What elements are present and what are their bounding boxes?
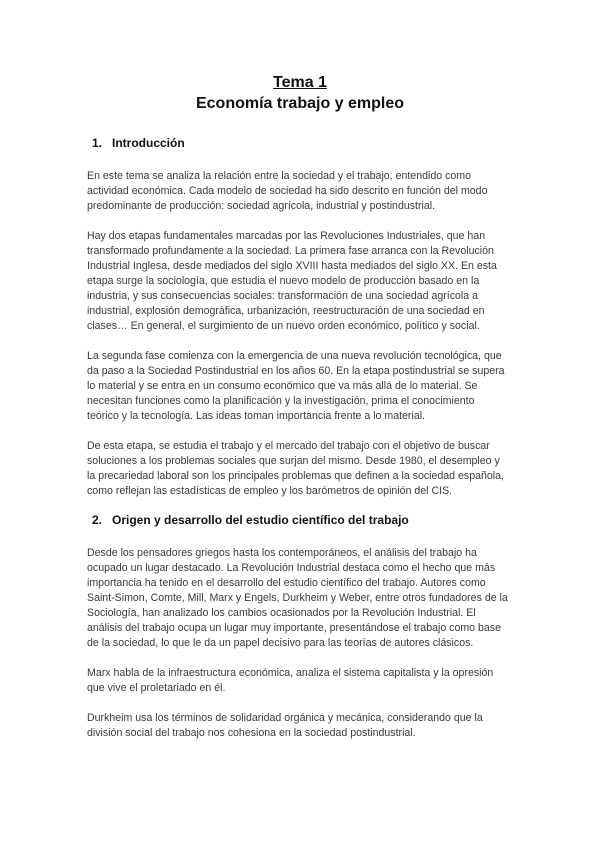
- paragraph-line: En este tema se analiza la relación entre la sociedad y el trabajo, entendido como: [87, 170, 471, 182]
- paragraph-line: De esta etapa, se estudia el trabajo y el mercado del trabajo con el objetivo de buscar: [87, 440, 490, 452]
- paragraph-line: Durkheim usa los términos de solidaridad orgánica y mecánica, considerando que la: [87, 712, 483, 724]
- paragraph-line: necesitan funciones como la planificación y la investigación, prima el conocimiento: [87, 395, 475, 407]
- paragraph: [87, 666, 527, 696]
- paragraph: [87, 439, 527, 499]
- paragraph-line: predominante de producción: sociedad agrícola, industrial y postindustrial.: [87, 200, 436, 212]
- paragraph-line: división social del trabajo nos cohesiona en la sociedad postindustrial.: [87, 727, 416, 739]
- paragraph-line: etapa surge la sociología, que estudia el nuevo modelo de producción basado en la: [87, 275, 480, 287]
- paragraph-line: transformado profundamente a la sociedad. La primera fase arranca con la Revolución: [87, 245, 494, 257]
- paragraph-line: industria, y sus consecuencias sociales: transformación de una sociedad agrícola a: [87, 290, 479, 302]
- document-subtitle: Economía trabajo y empleo: [195, 95, 405, 112]
- paragraph-line: Industrial Inglesa, desde mediados del siglo XVIII hasta mediados del siglo XX. En esta: [87, 260, 497, 272]
- paragraph-line: lo material y se entra en un consumo económico que va más allá de lo material. Se: [87, 380, 478, 392]
- paragraph-line: industrial, explosión demográfica, urbanización, reestructuración de una sociedad en: [87, 305, 485, 317]
- section-heading: [92, 513, 409, 527]
- paragraph-line: de la sociedad, lo que le da un papel decisivo para las teorías de autores clásicos.: [87, 637, 474, 649]
- paragraph-line: actividad económica. Cada modelo de sociedad ha sido descrito en función del modo: [87, 185, 488, 197]
- paragraph-line: la precariedad laboral son los principales problemas que definen a la sociedad española,: [87, 470, 504, 482]
- document-title: Tema 1: [273, 74, 327, 91]
- paragraph-line: teórico y la tecnología. Las ideas toman importancia frente a lo material.: [87, 410, 426, 422]
- section-number: 2.: [92, 513, 103, 527]
- paragraph-line: Marx habla de la infraestructura económica, analiza el sistema capitalista y la opresión: [87, 667, 494, 679]
- paragraph-line: que vive el proletariado en él.: [87, 682, 226, 694]
- paragraph-line: La segunda fase comienza con la emergencia de una nueva revolución tecnológica, que: [87, 350, 502, 362]
- paragraph-line: Sociología, han analizado los cambios ocasionados por la Revolución Industrial. El: [87, 607, 476, 619]
- section-number: 1.: [92, 136, 103, 150]
- paragraph: [87, 711, 527, 741]
- paragraph-line: Desde los pensadores griegos hasta los contemporáneos, el análisis del trabajo ha: [87, 547, 477, 559]
- paragraph-line: análisis del trabajo ocupa un lugar muy importante, presentándose el trabajo como base: [87, 622, 501, 634]
- paragraph-line: importancia ha tenido en el desarrollo del estudio científico del trabajo. Autores como: [87, 577, 486, 589]
- paragraph-line: ocupado un lugar destacado. La Revolución Industrial destaca como el hecho que más: [87, 562, 496, 574]
- paragraph-line: soluciones a los problemas sociales que surjan del mismo. Desde 1980, el desempleo y: [87, 455, 500, 467]
- section-heading: [92, 136, 185, 150]
- section-heading-text: Origen y desarrollo del estudio científico del trabajo: [112, 513, 409, 527]
- paragraph: [87, 349, 527, 424]
- paragraph: [87, 229, 527, 334]
- paragraph-line: Hay dos etapas fundamentales marcadas por las Revoluciones Industriales, que han: [87, 230, 486, 242]
- paragraph-line: Saint-Simon, Comte, Mill, Marx y Engels, Durkheim y Weber, entre otros fundadores de la: [87, 592, 508, 604]
- paragraph-line: da paso a la Sociedad Postindustrial en los años 60. En la etapa postindustrial se supera: [87, 365, 505, 377]
- paragraph-line: como reflejan las estadísticas de empleo y los barómetros de opinión del CIS.: [87, 485, 453, 497]
- paragraph-line: clases… En general, el surgimiento de un nuevo orden económico, político y social.: [87, 320, 480, 332]
- paragraph: [87, 169, 527, 214]
- section-heading-text: Introducción: [112, 136, 185, 150]
- paragraph: [87, 546, 527, 651]
